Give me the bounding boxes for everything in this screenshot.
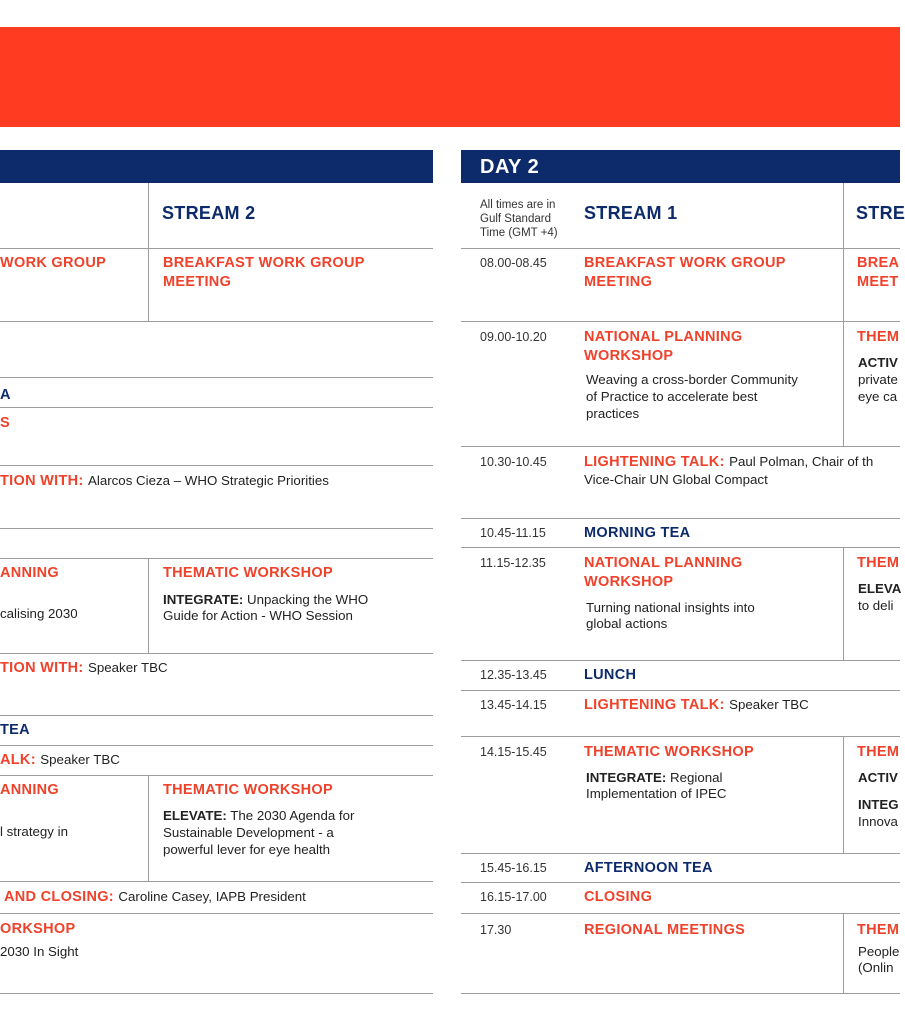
day2-header-bar [461, 150, 900, 183]
divider [0, 775, 433, 776]
session-r8-title: THEMATIC WORKSHOP [584, 744, 754, 760]
divider [461, 660, 900, 661]
day1-r6-s2-line1 [163, 591, 368, 608]
session-r1-s2: BREA [857, 255, 900, 271]
session-r1-title2: MEETING [584, 274, 653, 290]
day1-r10-title: ANNING [0, 782, 59, 798]
day1-r6-s2-text2: Guide for Action - WHO Session [163, 608, 353, 623]
session-r2-body3: practices [586, 406, 640, 421]
day1-r11-text: Caroline Casey, IAPB President [118, 889, 306, 904]
divider [461, 547, 900, 548]
day1-r6-s2-title: THEMATIC WORKSHOP [163, 565, 333, 581]
session-r5-s2-text: to deli [858, 598, 894, 613]
day1-header-bar [0, 150, 433, 183]
day2-stream1-heading: STREAM 1 [584, 203, 678, 223]
divider [461, 913, 900, 914]
session-r8-text1: Regional [669, 770, 723, 785]
session-r2-title2: WORKSHOP [584, 348, 674, 364]
time-r11: 17.30 [480, 923, 512, 937]
session-r1-s2b: MEET [857, 274, 899, 290]
divider [0, 913, 433, 914]
divider [0, 993, 433, 994]
day1-r11-title: AND CLOSING: [4, 889, 114, 905]
session-r2-title: NATIONAL PLANNING [584, 329, 743, 345]
day1-r4-title: S [0, 415, 10, 431]
time-r5: 11.15-12.35 [480, 556, 546, 570]
session-r3-title: LIGHTENING TALK: [584, 454, 725, 470]
divider [0, 745, 433, 746]
session-r7-text: Speaker TBC [729, 697, 809, 712]
day1-r1-s2-title2: MEETING [163, 274, 232, 290]
divider [0, 653, 433, 654]
divider [0, 881, 433, 882]
day2-divider [843, 547, 844, 660]
day1-r10-s2-text2: Sustainable Development - a [163, 825, 334, 840]
time-r7: 13.45-14.15 [480, 698, 547, 712]
divider [0, 558, 433, 559]
divider [0, 715, 433, 716]
session-r6-title: LUNCH [584, 667, 637, 683]
session-r10-title: CLOSING [584, 889, 653, 905]
day1-r6-s2-text1: Unpacking the WHO [246, 592, 369, 607]
session-r8-s2-key2: INTEG [858, 797, 899, 812]
session-r11-s2: THEM [857, 922, 900, 938]
day1-r5 [0, 472, 329, 491]
divider [461, 736, 900, 737]
divider [461, 248, 900, 249]
session-r5-title: NATIONAL PLANNING [584, 555, 743, 571]
session-r8-s2: THEM [857, 744, 900, 760]
day2-divider [843, 913, 844, 993]
session-r5-s2: THEM [857, 555, 900, 571]
day1-divider [148, 558, 149, 653]
day1-r10-body: l strategy in [0, 824, 68, 839]
day1-r6-s2-key: INTEGRATE: [163, 592, 244, 607]
time-r9: 15.45-16.15 [480, 861, 547, 875]
session-r2-s2: THEM [857, 329, 900, 345]
divider [461, 518, 900, 519]
time-r10: 16.15-17.00 [480, 890, 547, 904]
day2-stream2-heading: STRE [856, 203, 905, 223]
day1-r3-title: A [0, 387, 11, 403]
session-r9-title: AFTERNOON TEA [584, 860, 713, 876]
time-r8: 14.15-15.45 [480, 745, 547, 759]
day2-divider [843, 183, 844, 322]
divider [0, 528, 433, 529]
session-r8-s2-key: ACTIV [858, 770, 898, 785]
session-r3 [584, 453, 873, 472]
session-r5-s2-key: ELEVA [858, 581, 902, 596]
day1-r8-title: TEA [0, 722, 30, 738]
session-r3-text: Paul Polman, Chair of th [729, 454, 874, 469]
day1-r1-s2-title: BREAKFAST WORK GROUP [163, 255, 365, 271]
session-r2-s2-text2: eye ca [858, 389, 898, 404]
time-r4: 10.45-11.15 [480, 526, 546, 540]
day1-r7-title: TION WITH: [0, 660, 84, 676]
session-r5-body1: Turning national insights into [586, 600, 755, 615]
day1-r9 [0, 751, 120, 770]
session-r2-s2-key: ACTIV [858, 355, 898, 370]
session-r3-text2: Vice-Chair UN Global Compact [584, 472, 768, 487]
divider [461, 882, 900, 883]
time-r3: 10.30-10.45 [480, 455, 547, 469]
session-r1-title: BREAKFAST WORK GROUP [584, 255, 786, 271]
day2-divider [843, 321, 844, 447]
session-r5-title2: WORKSHOP [584, 574, 674, 590]
day1-r10-s2-text3: powerful lever for eye health [163, 842, 331, 857]
divider [0, 321, 433, 322]
session-r2-body1: Weaving a cross-border Community [586, 372, 798, 387]
day1-r6-title: ANNING [0, 565, 59, 581]
day1-r10-s2-title: THEMATIC WORKSHOP [163, 782, 333, 798]
session-r7-title: LIGHTENING TALK: [584, 697, 725, 713]
day1-divider [148, 183, 149, 322]
day1-r1-title: WORK GROUP [0, 255, 107, 271]
session-r2-s2-text1: private [858, 372, 898, 387]
divider [0, 377, 433, 378]
time-note-line1: All times are in [480, 199, 556, 211]
session-r8-s2-text: Innova [858, 814, 898, 829]
divider [0, 407, 433, 408]
day1-r10-s2-line1 [163, 807, 354, 824]
divider [461, 853, 900, 854]
day1-r12-title: ORKSHOP [0, 921, 76, 937]
divider [461, 446, 900, 447]
time-r1: 08.00-08.45 [480, 256, 547, 270]
header-banner [0, 27, 900, 127]
day1-r5-text: Alarcos Cieza – WHO Strategic Priorities [88, 473, 329, 488]
time-note-line3: Time (GMT +4) [480, 227, 558, 239]
day1-r7 [0, 659, 168, 678]
day1-r9-text: Speaker TBC [40, 752, 120, 767]
day1-r12-body: 2030 In Sight [0, 944, 79, 959]
divider [461, 321, 900, 322]
time-note-line2: Gulf Standard [480, 213, 551, 225]
divider [461, 690, 900, 691]
day1-r11 [4, 888, 306, 907]
time-r2: 09.00-10.20 [480, 330, 547, 344]
day1-r6-body: calising 2030 [0, 606, 78, 621]
session-r11-s2-text1: People [858, 944, 900, 959]
session-r11-s2-text2: (Onlin [858, 960, 894, 975]
time-r6: 12.35-13.45 [480, 668, 547, 682]
session-r7 [584, 696, 809, 715]
divider [0, 465, 433, 466]
day1-r7-text: Speaker TBC [88, 660, 168, 675]
session-r4-title: MORNING TEA [584, 525, 691, 541]
session-r8-key: INTEGRATE: [586, 770, 667, 785]
divider [461, 993, 900, 994]
day1-r5-title: TION WITH: [0, 473, 84, 489]
session-r5-body2: global actions [586, 616, 668, 631]
day2-heading: DAY 2 [480, 156, 540, 178]
day1-divider [148, 775, 149, 881]
day1-r10-s2-key: ELEVATE: [163, 808, 227, 823]
session-r8-line1 [586, 769, 722, 786]
session-r2-body2: of Practice to accelerate best [586, 389, 758, 404]
divider [0, 248, 433, 249]
session-r11-title: REGIONAL MEETINGS [584, 922, 746, 938]
day1-r10-s2-text1: The 2030 Agenda for [230, 808, 355, 823]
session-r8-text2: Implementation of IPEC [586, 786, 727, 801]
day1-stream2-heading: STREAM 2 [162, 203, 256, 223]
day1-r9-title: ALK: [0, 752, 36, 768]
day2-divider [843, 736, 844, 853]
